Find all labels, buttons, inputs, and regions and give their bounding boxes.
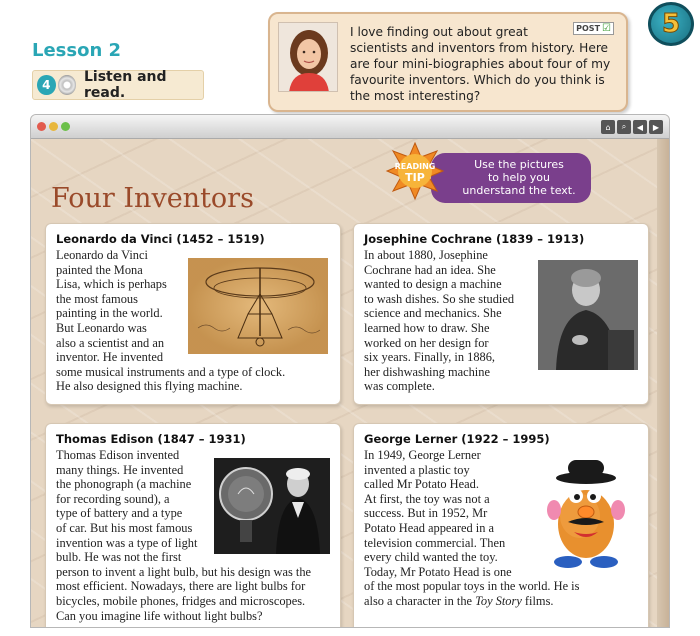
page-content: [31, 139, 669, 628]
page-edge: [657, 139, 669, 628]
text-line: At first, the toy was not a: [364, 491, 490, 506]
text-line: invented a plastic toy: [364, 462, 470, 477]
maximize-dot-icon[interactable]: [61, 122, 70, 131]
text-line: In 1949, George Lerner: [364, 448, 481, 462]
checkbox-icon: ☑: [602, 23, 611, 34]
svg-text:TIP: TIP: [405, 171, 425, 184]
text-line: of car. But his most famous: [56, 520, 193, 535]
bubble-line: are four mini-biographies about four of my: [350, 57, 611, 71]
text-line: six years. Finally, in 1886,: [364, 350, 496, 365]
lesson-title: Lesson 2: [32, 40, 122, 61]
tip-line: understand the text.: [462, 184, 576, 197]
bubble-line: favourite inventors. Which do you think is: [350, 73, 605, 87]
text-line: Leonardo da Vinci: [56, 248, 148, 262]
search-icon[interactable]: ⌕: [617, 120, 631, 134]
text-line: painting in the world.: [56, 306, 163, 321]
edison-light-bulb-image: [214, 458, 330, 554]
text-line: bicycles, mobile phones, fridges and microscopes.: [56, 593, 306, 608]
text-line: also a character in the Toy Story films.: [364, 593, 554, 608]
text-line: science and mechanics. She: [364, 306, 502, 321]
text-line: television commercial. Then: [364, 535, 506, 550]
text-line: called Mr Potato Head.: [364, 477, 479, 492]
card-edison: [45, 423, 341, 628]
page-title: Four Inventors: [51, 183, 254, 214]
text-line: the most famous: [56, 291, 138, 306]
text-line: inventor. He invented: [56, 350, 164, 365]
text-line: worked on her design for: [364, 335, 489, 350]
browser-window: [30, 114, 670, 628]
home-icon[interactable]: ⌂: [601, 120, 615, 134]
text-line: also a scientist and an: [56, 335, 165, 350]
card-heading: Thomas Edison (1847 – 1931): [56, 432, 246, 446]
bubble-line: I love finding out about great: [350, 25, 528, 39]
svg-text:READING: READING: [394, 162, 436, 171]
minimize-dot-icon[interactable]: [49, 122, 58, 131]
text-line: In about 1880, Josephine: [364, 248, 488, 262]
text-line: bulb. He was not the first: [56, 550, 182, 565]
text-line: for recording sound), a: [56, 491, 170, 506]
reading-tip-bubble: [431, 153, 591, 203]
narrator-speech-bubble: [268, 12, 628, 112]
card-heading: Leonardo da Vinci (1452 – 1519): [56, 232, 265, 246]
task-number-badge: 4: [37, 75, 56, 95]
unit-badge: 5: [648, 2, 694, 46]
text-line: invention was a type of light: [56, 535, 198, 550]
text-line: Lisa, which is perhaps: [56, 277, 167, 292]
card-heading: Josephine Cochrane (1839 – 1913): [364, 232, 585, 246]
card-josephine: [353, 223, 649, 405]
text-line: wanted to design a machine: [364, 277, 502, 292]
text-line: type of battery and a type: [56, 506, 183, 521]
audio-cd-icon[interactable]: [58, 75, 77, 95]
text-line: learned how to draw. She: [364, 320, 490, 335]
text-line: Can you imagine life without light bulbs?: [56, 608, 263, 623]
text-line: painted the Mona: [56, 262, 143, 277]
window-title-bar: [31, 115, 669, 139]
text-line: some musical instruments and a type of clock.: [56, 364, 286, 379]
flying-machine-sketch-image: [188, 258, 328, 354]
narrator-avatar: [278, 22, 338, 92]
close-dot-icon[interactable]: [37, 122, 46, 131]
tip-line: to help you: [487, 171, 551, 184]
josephine-portrait-image: [538, 260, 638, 370]
bubble-line: the most interesting?: [350, 89, 481, 103]
forward-arrow-icon[interactable]: ▶: [649, 120, 663, 134]
text-line: Thomas Edison invented: [56, 448, 180, 462]
bubble-text: [350, 24, 618, 104]
text-line: to wash dishes. So she studied: [364, 291, 515, 306]
text-line: many things. He invented: [56, 462, 184, 477]
bubble-line: scientists and inventors from history. Here: [350, 41, 609, 55]
text-line: Today, Mr Potato Head is one: [364, 564, 512, 579]
task-text: Listen and read.: [84, 69, 167, 101]
task-instruction: [32, 70, 204, 100]
text-line: Cochrane had an idea. She: [364, 262, 496, 277]
tip-line: Use the pictures: [474, 158, 564, 171]
text-line: But Leonardo was: [56, 320, 147, 335]
back-arrow-icon[interactable]: ◀: [633, 120, 647, 134]
card-heading: George Lerner (1922 – 1995): [364, 432, 550, 446]
reading-tip-badge-icon: [385, 141, 445, 201]
text-line: success. But in 1952, Mr: [364, 506, 488, 521]
text-line: person to invent a light bulb, but his design was the: [56, 564, 312, 579]
text-line: He also designed this flying machine.: [56, 379, 243, 394]
text-line: every child wanted the toy.: [364, 550, 498, 565]
text-line: most efficient. Nowadays, there are light bulbs for: [56, 579, 306, 594]
card-lerner: [353, 423, 649, 628]
text-line: was complete.: [364, 379, 435, 394]
post-label: POST ☑: [573, 22, 614, 35]
text-line: the phonograph (a machine: [56, 477, 192, 492]
card-leonardo: [45, 223, 341, 405]
text-line: Potato Head appeared in a: [364, 520, 495, 535]
text-line: of the most popular toys in the world. He is: [364, 579, 580, 594]
mr-potato-head-image: [534, 448, 638, 572]
text-line: her dishwashing machine: [364, 364, 490, 379]
